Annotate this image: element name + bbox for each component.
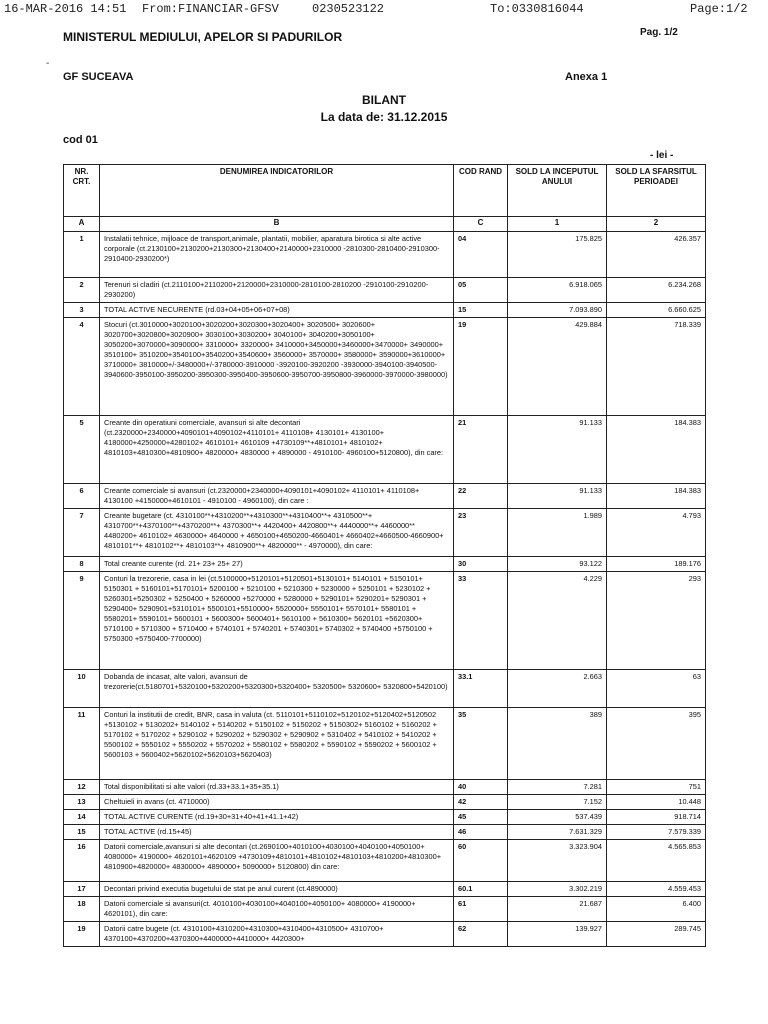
fax-from: From:FINANCIAR-GFSV (142, 2, 279, 16)
row-description: Creante bugetare (ct. 4310100**+4310200**+4310300**+4310400**+ 4310500**+ 4310700**+4370100**+4370200**+ 4370300**+ 4420400+ 4420800**+ 4440000**+ 4460000** 4480200+ 4610102+ 4630000+ 4640000 + 4650100+4650200-4660401+ 4660402+4660500-4660900+ 4810101**+ 4810102**+ 4810103**+ 4810900**+ 4820000** - 4970000), din care: (100, 509, 454, 557)
row-sold-end: 63 (607, 670, 706, 708)
table-row (64, 572, 706, 670)
row-number: 11 (64, 708, 100, 780)
row-description: Terenuri si cladiri (ct.2110100+2110200+2120000+2310000-2810100-2810200 -2910100-2910200-2930200) (100, 278, 454, 303)
report-code: cod 01 (63, 134, 98, 146)
table-row (64, 557, 706, 572)
row-sold-end: 918.714 (607, 810, 706, 825)
table-row (64, 278, 706, 303)
row-number: 14 (64, 810, 100, 825)
row-sold-end: 751 (607, 780, 706, 795)
row-sold-end: 4.793 (607, 509, 706, 557)
balance-sheet-table (63, 164, 706, 947)
row-sold-start: 7.152 (508, 795, 607, 810)
fax-header (0, 2, 768, 18)
row-number: 10 (64, 670, 100, 708)
table-row (64, 484, 706, 509)
row-code: 19 (454, 318, 508, 416)
table-row (64, 416, 706, 484)
row-sold-start: 139.927 (508, 922, 607, 947)
header-cod: COD RAND (454, 165, 508, 217)
row-description: Decontari privind executia bugetului de stat pe anul curent (ct.4890000) (100, 882, 454, 897)
row-description: Stocuri (ct.3010000+3020100+3020200+3020300+3020400+ 3020500+ 3020600+ 3020700+3020800+3020900+ 3030100+3030200+ 3040100+ 3040200+3050100+ 3050200+3070000+3090000+ 3310000+ 3320000+ 3410000+3450000+3460000+3470000+ 3490000+ 3510100+ 3510200+3540100+3540200+3540600+ 3560000+ 3570000+ 3580000+ 3590000+3610000+ 3710000+ 3810000+/-3480000+/-3780000-3910000 -3920100-3920200 -3930000-3940100-3940500-3940600-3950100-3950200-3950300-3950400-3950600-3950700-3950800-3960000-3970000-3980000) (100, 318, 454, 416)
column-letters-row (64, 217, 706, 232)
row-number: 19 (64, 922, 100, 947)
entity-name: GF SUCEAVA (63, 71, 134, 83)
row-description: Conturi la trezorerie, casa in lei (ct.5100000+5120101+5120501+5130101+ 5140101 + 5150101+ 5150301 + 5160101+5170101+ 5200100 + 5210100 + 5210300 + 5230000 + 5250101 + 5230102 + 5260301+5250302 + 5250400 + 5260000 +5270000 + 5280000 + 5290101+ 5290201+ 5290301 + 5290400+ 5290901+5310101+ 5500101+5510000+ 5520000+ 5550101+ 5570101+ 5580101 + 5580201+ 5590101+ 5600101 + 5600300+ 5600401+ 5610100 + 5610300+ 5620101 +5620300+ 5710100 + 5710300 + 5710400 + 5740101 + 5740201 + 5740301+ 5740302 + 5740400 +5750100 + 5750300 +5750400-7700000) (100, 572, 454, 670)
table-row (64, 670, 706, 708)
row-sold-end: 4.559.453 (607, 882, 706, 897)
row-sold-start: 91.133 (508, 416, 607, 484)
table-row (64, 810, 706, 825)
row-code: 61 (454, 897, 508, 922)
row-number: 2 (64, 278, 100, 303)
row-sold-start: 6.918.065 (508, 278, 607, 303)
row-sold-start: 3.302.219 (508, 882, 607, 897)
row-code: 60.1 (454, 882, 508, 897)
row-sold-end: 184.383 (607, 484, 706, 509)
table-row (64, 318, 706, 416)
row-sold-start: 2.663 (508, 670, 607, 708)
row-sold-end: 184.383 (607, 416, 706, 484)
row-code: 21 (454, 416, 508, 484)
row-code: 42 (454, 795, 508, 810)
row-description: TOTAL ACTIVE NECURENTE (rd.03+04+05+06+07+08) (100, 303, 454, 318)
row-description: Dobanda de incasat, alte valori, avansuri de trezorerie(ct.5180701+5320100+5320200+5320300+5320400+ 5320500+ 5320600+ 5320800+5420100) (100, 670, 454, 708)
ministry-name: MINISTERUL MEDIULUI, APELOR SI PADURILOR (63, 30, 343, 44)
row-description: Cheltuieli in avans (ct. 4710000) (100, 795, 454, 810)
row-sold-end: 395 (607, 708, 706, 780)
column-letter: A (64, 217, 100, 232)
row-number: 4 (64, 318, 100, 416)
row-code: 04 (454, 232, 508, 278)
row-sold-start: 389 (508, 708, 607, 780)
row-sold-end: 6.234.268 (607, 278, 706, 303)
table-row (64, 708, 706, 780)
row-number: 18 (64, 897, 100, 922)
table-row (64, 232, 706, 278)
row-sold-end: 293 (607, 572, 706, 670)
row-sold-start: 175.825 (508, 232, 607, 278)
row-number: 17 (64, 882, 100, 897)
row-sold-end: 426.357 (607, 232, 706, 278)
row-number: 3 (64, 303, 100, 318)
row-sold-start: 7.631.329 (508, 825, 607, 840)
annex-label: Anexa 1 (565, 71, 608, 83)
row-sold-start: 4.229 (508, 572, 607, 670)
row-sold-start: 7.281 (508, 780, 607, 795)
fax-page: Page:1/2 (690, 2, 748, 16)
table-row (64, 882, 706, 897)
row-description: Datorii comerciale,avansuri si alte decontari (ct.2690100+4010100+4030100+4040100+4050100+ 4080000+ 4190000+ 4620101+4620109 +4730109+4810101+4810102+4810103+4810200+4810300+ 4810900+4820000+ 4830000+ 4890000+ 5090000+ 5120800) din care: (100, 840, 454, 882)
row-sold-end: 10.448 (607, 795, 706, 810)
row-number: 5 (64, 416, 100, 484)
table-row (64, 795, 706, 810)
document-title: BILANT (362, 93, 406, 107)
column-letter: B (100, 217, 454, 232)
row-number: 12 (64, 780, 100, 795)
row-number: 9 (64, 572, 100, 670)
row-code: 33 (454, 572, 508, 670)
row-sold-start: 537.439 (508, 810, 607, 825)
table-row (64, 897, 706, 922)
header-nr: NR. CRT. (64, 165, 100, 217)
row-number: 13 (64, 795, 100, 810)
row-number: 7 (64, 509, 100, 557)
row-description: Instalatii tehnice, mijloace de transport,animale, plantatii, mobilier, aparatura birotica si alte active corporale (ct.2130100+2130200+2130300+2130400+2140000+2310000 -2810300-2810400-2910300-2910400-2930200*) (100, 232, 454, 278)
row-description: Total creante curente (rd. 21+ 23+ 25+ 27) (100, 557, 454, 572)
row-description: Creante din operatiuni comerciale, avansuri si alte decontari (ct.2320000+2340000+4090101+4090102+4110101+ 4110108+ 4130101+ 4130100+ 4180000+4250000+4280102+ 4610101+ 4610109 +4730109**+4810101+ 4810102+ 4810103+4810300+4810900+ 4820000+ 4830000 + 4890000 - 4910100- 4960100+5120800), din care: (100, 416, 454, 484)
fax-datetime: 16-MAR-2016 14:51 (4, 2, 127, 16)
row-sold-start: 91.133 (508, 484, 607, 509)
table-row (64, 303, 706, 318)
row-code: 22 (454, 484, 508, 509)
fax-from-number: 0230523122 (312, 2, 385, 16)
row-sold-start: 3.323.904 (508, 840, 607, 882)
table-row (64, 780, 706, 795)
row-sold-start: 21.687 (508, 897, 607, 922)
row-description: Datorii catre bugete (ct. 4310100+4310200+4310300+4310400+4310500+ 4310700+ 4370100+4370200+4370300+4400000+4410000+ 4420300+ (100, 922, 454, 947)
table-row (64, 840, 706, 882)
currency-label: - lei - (650, 150, 674, 161)
row-sold-start: 429.884 (508, 318, 607, 416)
row-description: Creante comerciale si avansuri (ct.2320000+2340000+4090101+4090102+ 4110101+ 4110108+ 4130100 +4150000+4610101 - 4910100 - 4960100), din care : (100, 484, 454, 509)
row-sold-end: 189.176 (607, 557, 706, 572)
row-sold-end: 7.579.339 (607, 825, 706, 840)
row-number: 16 (64, 840, 100, 882)
row-code: 45 (454, 810, 508, 825)
row-sold-start: 7.093.890 (508, 303, 607, 318)
row-sold-end: 4.565.853 (607, 840, 706, 882)
row-number: 6 (64, 484, 100, 509)
row-code: 33.1 (454, 670, 508, 708)
table-row (64, 509, 706, 557)
row-sold-end: 289.745 (607, 922, 706, 947)
row-code: 60 (454, 840, 508, 882)
report-date: La data de: 31.12.2015 (320, 110, 448, 124)
row-sold-end: 718.339 (607, 318, 706, 416)
row-code: 05 (454, 278, 508, 303)
row-code: 30 (454, 557, 508, 572)
row-description: Total disponibilitati si alte valori (rd.33+33.1+35+35.1) (100, 780, 454, 795)
row-description: TOTAL ACTIVE (rd.15+45) (100, 825, 454, 840)
row-code: 46 (454, 825, 508, 840)
table-row (64, 922, 706, 947)
row-number: 8 (64, 557, 100, 572)
header-sold-start: SOLD LA INCEPUTUL ANULUI (508, 165, 607, 217)
column-letter: C (454, 217, 508, 232)
table-row (64, 825, 706, 840)
page-number: Pag. 1/2 (640, 27, 678, 38)
row-sold-start: 1.989 (508, 509, 607, 557)
column-letter: 1 (508, 217, 607, 232)
header-sold-end: SOLD LA SFARSITUL PERIOADEI (607, 165, 706, 217)
row-sold-start: 93.122 (508, 557, 607, 572)
row-description: Conturi la institutii de credit, BNR, casa in valuta (ct. 5110101+5110102+5120102+5120402+5120502 +5130102 + 5130202+ 5140102 + 5140202 + 5150102 + 5150202 + 5150302+ 5160102 + 5160202 + 5170102 + 5170202 + 5290102 + 5290202 + 5290302 + 5290902 + 5310402 + 5410102 + 5410202 + 5500102 + 5550102 + 5550202 + 5570202 + 5580102 + 5580202 + 5590102 + 5590202 + 5600102 + 5600103 + 5600402+5620102+5620103+5620403) (100, 708, 454, 780)
row-code: 15 (454, 303, 508, 318)
row-code: 40 (454, 780, 508, 795)
row-description: Datorii comerciale si avansuri(ct. 4010100+4030100+4040100+4050100+ 4080000+ 4190000+ 4620101), din care: (100, 897, 454, 922)
row-number: 1 (64, 232, 100, 278)
dash-mark: - (46, 58, 50, 69)
column-letter: 2 (607, 217, 706, 232)
row-code: 23 (454, 509, 508, 557)
row-code: 62 (454, 922, 508, 947)
row-number: 15 (64, 825, 100, 840)
fax-to: To:0330816044 (490, 2, 584, 16)
row-sold-end: 6.660.625 (607, 303, 706, 318)
row-code: 35 (454, 708, 508, 780)
row-sold-end: 6.400 (607, 897, 706, 922)
row-description: TOTAL ACTIVE CURENTE (rd.19+30+31+40+41+41.1+42) (100, 810, 454, 825)
header-denumire: DENUMIREA INDICATORILOR (100, 165, 454, 217)
